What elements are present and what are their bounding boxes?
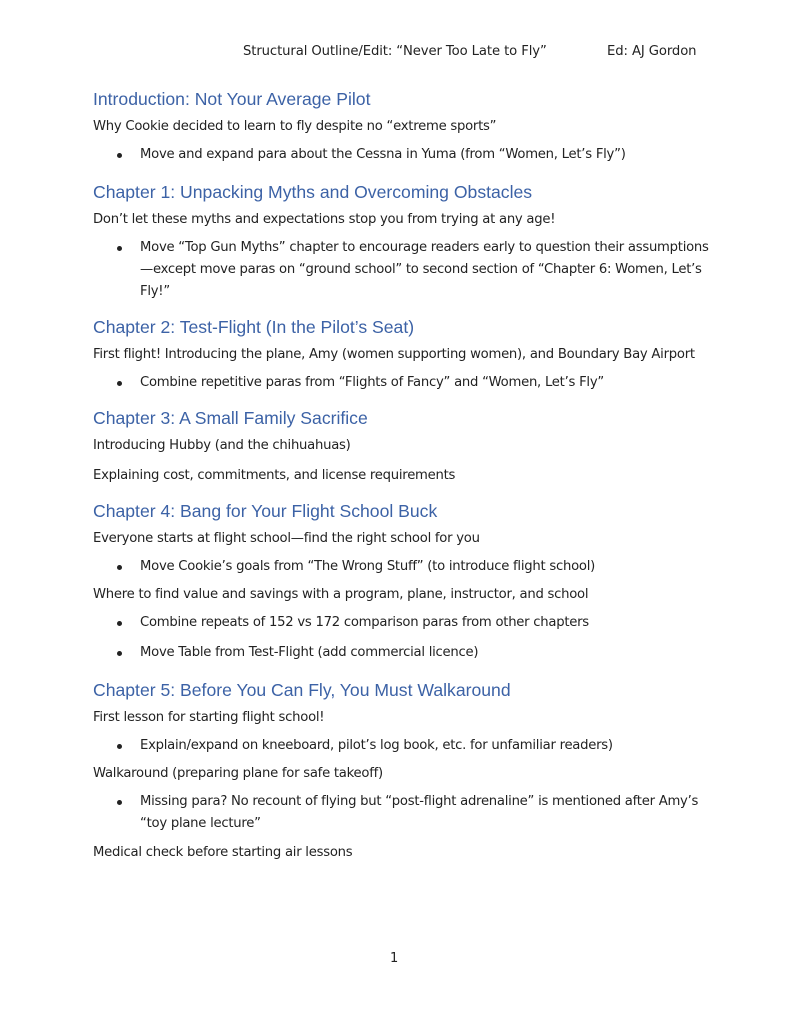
section-chapter-5 — [93, 677, 713, 864]
section-chapter-2 — [93, 314, 713, 394]
edit-note — [93, 735, 713, 757]
edit-note-text: Combine repetitive paras from “Flights of Fancy” and “Women, Let’s Fly” — [140, 375, 604, 390]
outline-body — [93, 86, 713, 864]
bullet-icon — [117, 246, 122, 251]
bullet-icon — [117, 153, 122, 158]
page-header — [243, 44, 703, 66]
edit-note-list — [93, 791, 713, 835]
section-heading: Chapter 4: Bang for Your Flight School Buck — [93, 501, 438, 521]
edit-note-text: Move and expand para about the Cessna in Yuma (from “Women, Let’s Fly”) — [140, 147, 626, 162]
section-summary: First flight! Introducing the plane, Amy (women supporting women), and Boundary Bay Airport — [93, 347, 695, 362]
bullet-icon — [117, 744, 122, 749]
section-introduction — [93, 86, 713, 166]
edit-note-text: Missing para? No recount of flying but “post-flight adrenaline” is mentioned after Amy’s “toy plane lecture” — [140, 794, 699, 831]
section-summary: First lesson for starting flight school! — [93, 710, 325, 725]
section-summary: Walkaround (preparing plane for safe takeoff) — [93, 766, 383, 781]
edit-note — [93, 237, 713, 303]
edit-note-list — [93, 612, 713, 664]
section-chapter-3 — [93, 405, 713, 487]
section-summary: Everyone starts at flight school—find the right school for you — [93, 531, 480, 546]
section-heading: Chapter 1: Unpacking Myths and Overcoming Obstacles — [93, 182, 533, 202]
section-summary: Don’t let these myths and expectations stop you from trying at any age! — [93, 212, 556, 227]
bullet-icon — [117, 381, 122, 386]
edit-note-text: Move Table from Test-Flight (add commercial licence) — [140, 645, 479, 660]
edit-note-list — [93, 144, 713, 166]
section-chapter-1 — [93, 179, 713, 303]
edit-note-list — [93, 556, 713, 578]
section-heading: Introduction: Not Your Average Pilot — [93, 89, 371, 109]
document-title: Structural Outline/Edit: “Never Too Late to Fly” — [243, 44, 547, 59]
edit-note-text: Explain/expand on kneeboard, pilot’s log book, etc. for unfamiliar readers) — [140, 738, 613, 753]
edit-note — [93, 791, 713, 835]
editor-credit: Ed: AJ Gordon — [607, 44, 697, 59]
bullet-icon — [117, 565, 122, 570]
edit-note-list — [93, 372, 713, 394]
bullet-icon — [117, 621, 122, 626]
edit-note — [93, 144, 713, 166]
bullet-icon — [117, 800, 122, 805]
section-heading: Chapter 5: Before You Can Fly, You Must Walkaround — [93, 680, 511, 700]
edit-note-text: Move “Top Gun Myths” chapter to encourage readers early to question their assumptions—except move paras on “ground school” to second section of “Chapter 6: Women, Let’s Fly!” — [140, 240, 709, 299]
bullet-icon — [117, 651, 122, 656]
edit-note-text: Combine repeats of 152 vs 172 comparison paras from other chapters — [140, 615, 589, 630]
edit-note-list — [93, 735, 713, 757]
edit-note — [93, 642, 713, 664]
section-heading: Chapter 2: Test-Flight (In the Pilot’s Seat) — [93, 317, 415, 337]
edit-note — [93, 556, 713, 578]
page-number: 1 — [390, 951, 399, 966]
section-summary: Explaining cost, commitments, and license requirements — [93, 468, 456, 483]
section-summary: Where to find value and savings with a program, plane, instructor, and school — [93, 587, 589, 602]
section-summary: Introducing Hubby (and the chihuahuas) — [93, 438, 351, 453]
edit-note — [93, 612, 713, 634]
section-chapter-4 — [93, 498, 713, 664]
section-heading: Chapter 3: A Small Family Sacrifice — [93, 408, 368, 428]
section-summary: Medical check before starting air lessons — [93, 845, 353, 860]
edit-note-list — [93, 237, 713, 303]
edit-note-text: Move Cookie’s goals from “The Wrong Stuff” (to introduce flight school) — [140, 559, 596, 574]
section-summary: Why Cookie decided to learn to fly despite no “extreme sports” — [93, 119, 497, 134]
edit-note — [93, 372, 713, 394]
